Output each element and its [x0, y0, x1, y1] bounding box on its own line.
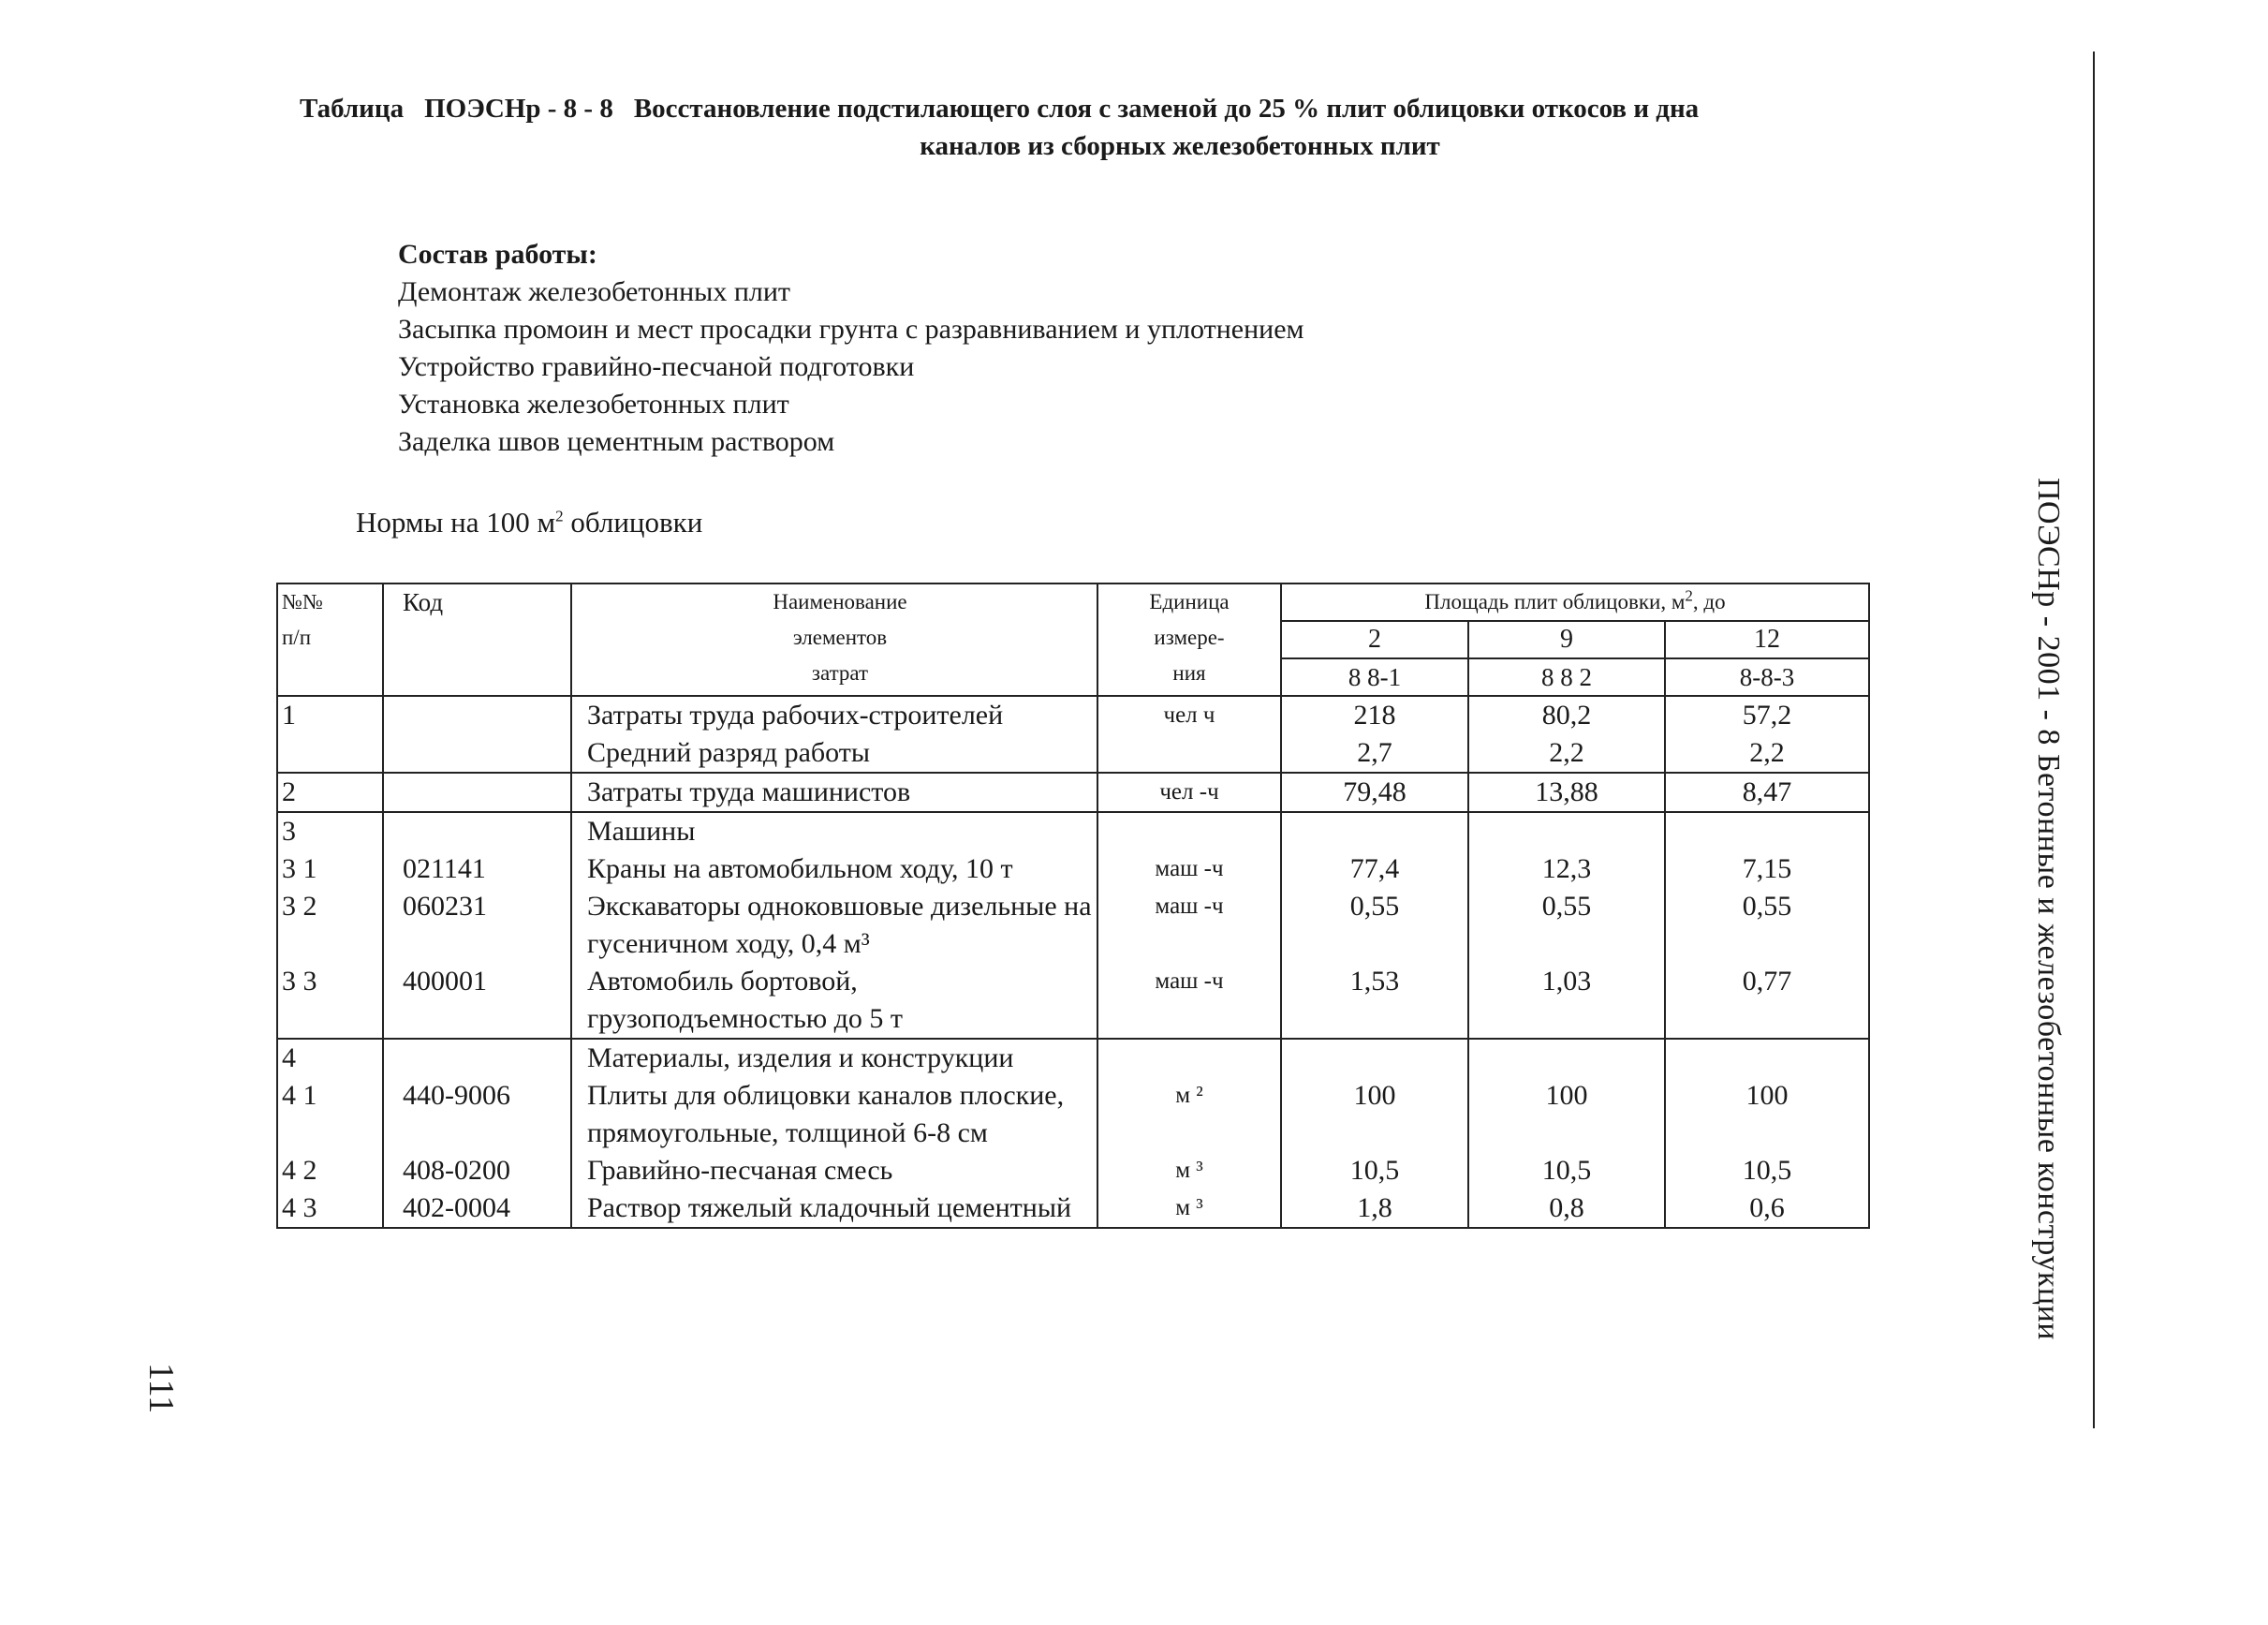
row-value: 2,7 [1281, 734, 1468, 773]
header-area-code: 8 8 2 [1468, 658, 1665, 696]
table-row [277, 850, 1869, 888]
row-value [1468, 1039, 1665, 1077]
row-name: Материалы, изделия и конструкции [571, 1039, 1097, 1077]
header-area-sup: 2 [1685, 586, 1693, 605]
header-area-value: 12 [1665, 621, 1869, 658]
table-row [277, 696, 1869, 734]
row-unit: м ² [1097, 1077, 1281, 1152]
row-value: 8,47 [1665, 773, 1869, 812]
header-area-title: Площадь плит облицовки, м [1424, 590, 1686, 613]
norms-sup: 2 [555, 507, 564, 525]
row-unit: маш -ч [1097, 963, 1281, 1039]
row-value: 10,5 [1281, 1152, 1468, 1189]
title-line-1 [300, 90, 2032, 127]
sidebar-collection-title: ПОЭСНр - 2001 - 8 Бетонные и железобетонные конструкции [2031, 478, 2066, 1340]
header-area [1281, 584, 1869, 621]
norms-after: облицовки [563, 506, 703, 539]
row-code: 402-0004 [383, 1189, 571, 1228]
row-unit [1097, 1039, 1281, 1077]
header-num [277, 584, 383, 696]
row-value: 100 [1665, 1077, 1869, 1152]
header-area-suffix: , до [1692, 590, 1726, 613]
row-unit: м ³ [1097, 1189, 1281, 1228]
row-value [1281, 812, 1468, 850]
row-value [1665, 812, 1869, 850]
row-value: 0,6 [1665, 1189, 1869, 1228]
row-value: 57,2 [1665, 696, 1869, 734]
row-num: 3 3 [277, 963, 383, 1039]
composition-item: Заделка швов цементным раствором [398, 426, 835, 457]
header-area-code: 8 8-1 [1281, 658, 1468, 696]
row-value: 218 [1281, 696, 1468, 734]
table-row [277, 1077, 1869, 1152]
table-row [277, 812, 1869, 850]
row-value: 10,5 [1665, 1152, 1869, 1189]
table-row [277, 773, 1869, 812]
row-num [277, 734, 383, 773]
row-name: Гравийно-песчаная смесь [571, 1152, 1097, 1189]
row-num: 4 1 [277, 1077, 383, 1152]
row-value: 100 [1281, 1077, 1468, 1152]
row-num: 4 [277, 1039, 383, 1077]
row-name: Затраты труда рабочих-строителей [571, 696, 1097, 734]
row-value: 1,03 [1468, 963, 1665, 1039]
row-value: 0,77 [1665, 963, 1869, 1039]
title-code: ПОЭСНр - 8 - 8 [424, 94, 613, 124]
row-code: 400001 [383, 963, 571, 1039]
row-name: Краны на автомобильном ходу, 10 т [571, 850, 1097, 888]
row-value [1468, 812, 1665, 850]
row-code [383, 734, 571, 773]
composition-item: Демонтаж железобетонных плит [398, 276, 791, 307]
row-num: 3 [277, 812, 383, 850]
row-code: 408-0200 [383, 1152, 571, 1189]
composition-item: Установка железобетонных плит [398, 389, 789, 420]
row-code [383, 1039, 571, 1077]
row-value [1665, 1039, 1869, 1077]
table-title [300, 90, 2032, 165]
title-prefix: Таблица [300, 94, 405, 124]
header-num-line: №№ [282, 590, 323, 613]
row-name: Автомобиль бортовой, грузоподъемностью до 5 т [571, 963, 1097, 1039]
header-area-code: 8-8-3 [1665, 658, 1869, 696]
header-name-line: Наименование [773, 590, 907, 613]
row-value: 79,48 [1281, 773, 1468, 812]
header-area-value: 9 [1468, 621, 1665, 658]
row-num: 4 3 [277, 1189, 383, 1228]
composition-item: Засыпка промоин и мест просадки грунта с разравниванием и уплотнением [398, 314, 1304, 345]
row-name: Машины [571, 812, 1097, 850]
table-row [277, 1189, 1869, 1228]
row-unit [1097, 734, 1281, 773]
header-num-line: п/п [282, 626, 312, 649]
row-num: 3 1 [277, 850, 383, 888]
row-name: Затраты труда машинистов [571, 773, 1097, 812]
row-name: Экскаваторы одноковшовые дизельные на гусеничном ходу, 0,4 м³ [571, 888, 1097, 963]
table-header-row [277, 584, 1869, 621]
row-value: 7,15 [1665, 850, 1869, 888]
row-value: 13,88 [1468, 773, 1665, 812]
row-num: 1 [277, 696, 383, 734]
row-unit: маш -ч [1097, 850, 1281, 888]
table-row [277, 734, 1869, 773]
header-name-line: элементов [792, 626, 888, 649]
row-value [1281, 1039, 1468, 1077]
row-num: 3 2 [277, 888, 383, 963]
table-row [277, 888, 1869, 963]
header-unit-line: Единица [1149, 590, 1230, 613]
header-unit [1097, 584, 1281, 696]
row-code [383, 773, 571, 812]
header-unit-line: измере- [1154, 626, 1225, 649]
header-name-line: затрат [811, 661, 869, 685]
row-unit: маш -ч [1097, 888, 1281, 963]
table-row [277, 1152, 1869, 1189]
composition-item: Устройство гравийно-песчаной подготовки [398, 351, 915, 382]
norms-text: Нормы на 100 м [356, 506, 556, 539]
header-code: Код [383, 584, 571, 696]
header-area-value: 2 [1281, 621, 1468, 658]
page-number: 111 [141, 1363, 181, 1414]
row-value: 100 [1468, 1077, 1665, 1152]
row-value: 10,5 [1468, 1152, 1665, 1189]
row-value: 2,2 [1468, 734, 1665, 773]
row-value: 1,53 [1281, 963, 1468, 1039]
row-value: 80,2 [1468, 696, 1665, 734]
row-value: 0,55 [1468, 888, 1665, 963]
row-code [383, 696, 571, 734]
row-code: 440-9006 [383, 1077, 571, 1152]
row-code: 021141 [383, 850, 571, 888]
row-unit: чел ч [1097, 696, 1281, 734]
row-code: 060231 [383, 888, 571, 963]
row-value: 0,55 [1665, 888, 1869, 963]
row-name: Плиты для облицовки каналов плоские, прямоугольные, толщиной 6-8 см [571, 1077, 1097, 1152]
row-unit: чел -ч [1097, 773, 1281, 812]
row-value: 77,4 [1281, 850, 1468, 888]
row-value: 12,3 [1468, 850, 1665, 888]
row-num: 4 2 [277, 1152, 383, 1189]
row-value: 0,8 [1468, 1189, 1665, 1228]
row-value: 1,8 [1281, 1189, 1468, 1228]
title-line-2: каналов из сборных железобетонных плит [920, 131, 1440, 161]
norms-table [276, 583, 1870, 1229]
header-name [571, 584, 1097, 696]
header-unit-line: ния [1172, 661, 1206, 685]
row-unit [1097, 812, 1281, 850]
title-text-1: Восстановление подстилающего слоя с заменой до 25 % плит облицовки откосов и дна [633, 94, 1700, 124]
row-value: 0,55 [1281, 888, 1468, 963]
row-name: Средний разряд работы [571, 734, 1097, 773]
row-num: 2 [277, 773, 383, 812]
work-composition [398, 236, 1304, 461]
table-row [277, 963, 1869, 1039]
row-value: 2,2 [1665, 734, 1869, 773]
composition-heading: Состав работы: [398, 239, 597, 270]
table-row [277, 1039, 1869, 1077]
norms-caption [356, 506, 702, 539]
row-name: Раствор тяжелый кладочный цементный [571, 1189, 1097, 1228]
row-code [383, 812, 571, 850]
row-unit: м ³ [1097, 1152, 1281, 1189]
